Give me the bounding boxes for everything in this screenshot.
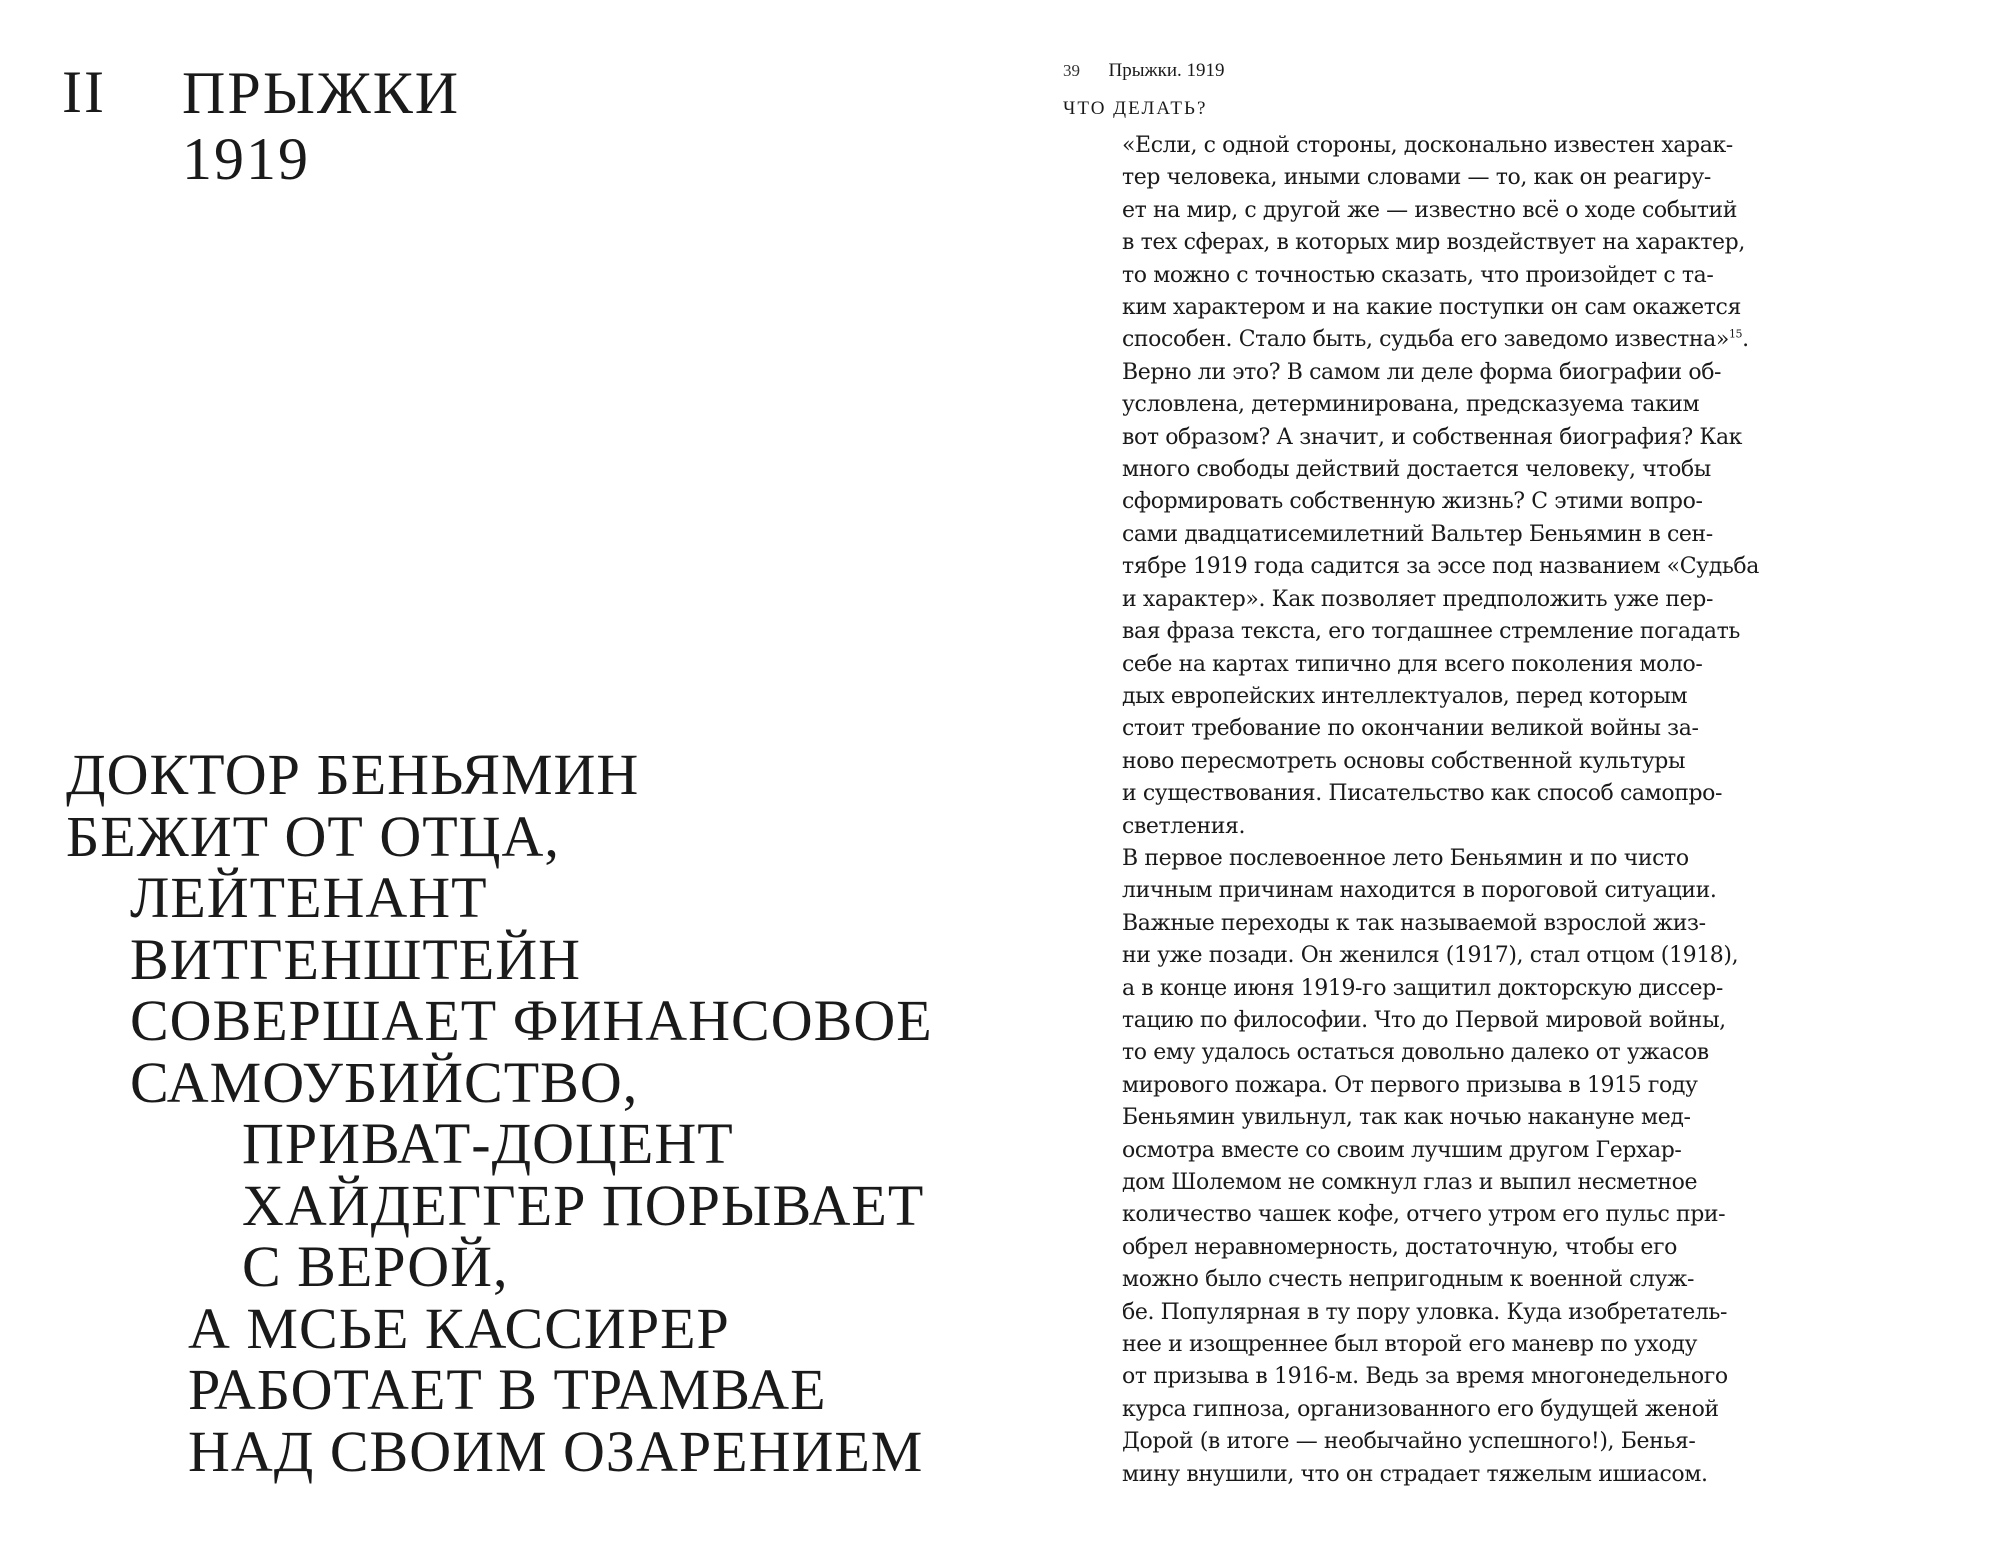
chapter-title-line: ПРЫЖКИ xyxy=(182,60,461,126)
text-line: ново пересмотреть основы собственной культуры xyxy=(1122,748,1686,774)
text-line: можно было счесть непригодным к военной служ- xyxy=(1122,1267,1695,1293)
text-line: вая фраза текста, его тогдашнее стремление погадать xyxy=(1122,619,1740,645)
epigraph-line: ХАЙДЕГГЕР ПОРЫВАЕТ xyxy=(242,1172,925,1238)
text-line: то можно с точностью сказать, что произойдет с та- xyxy=(1122,262,1714,288)
epigraph-line: ДОКТОР БЕНЬЯМИН xyxy=(66,742,640,807)
text-line: дых европейских интеллектуалов, перед которым xyxy=(1122,683,1688,709)
text-line: тябре 1919 года садится за эссе под названием «Судьба xyxy=(1122,554,1759,580)
text-line: Важные переходы к так называемой взрослой жиз- xyxy=(1122,910,1706,936)
text-line: Беньямин увильнул, так как ночью накануне мед- xyxy=(1122,1105,1691,1131)
epigraph-line: РАБОТАЕТ В ТРАМВАЕ xyxy=(188,1357,827,1422)
epigraph-line: НАД СВОИМ ОЗАРЕНИЕМ xyxy=(188,1418,924,1484)
text-line: способен. Стало быть, судьба его заведомо известна» xyxy=(1122,327,1729,353)
running-head xyxy=(1063,60,1225,82)
text-line: светления. xyxy=(1122,813,1246,839)
text-line: В первое послевоенное лето Беньямин и по чисто xyxy=(1122,845,1689,871)
page-number: 39 xyxy=(1063,61,1080,80)
text-line: ни уже позади. Он женился (1917), стал отцом (1918), xyxy=(1122,943,1739,969)
body-text xyxy=(1122,130,1802,1491)
text-line: мирового пожара. От первого призыва в 1915 году xyxy=(1122,1072,1698,1098)
text-line: «Если, с одной стороны, досконально известен харак- xyxy=(1122,133,1733,158)
epigraph-line: С ВЕРОЙ, xyxy=(242,1234,509,1299)
text-line: Верно ли это? В самом ли деле форма биографии об- xyxy=(1122,359,1722,385)
chapter-number: II xyxy=(62,59,106,125)
text-line: а в конце июня 1919-го защитил докторскую диссер- xyxy=(1122,975,1723,1001)
text-line: стоит требование по окончании великой войны за- xyxy=(1122,716,1699,742)
text-line: личным причинам находится в пороговой ситуации. xyxy=(1122,878,1717,904)
epigraph-line: ЛЕЙТЕНАНТ xyxy=(130,865,488,930)
text-line: то ему удалось остаться довольно далеко от ужасов xyxy=(1122,1040,1709,1066)
text-line: Дорой (в итоге — необычайно успешного!), Бенья- xyxy=(1122,1429,1696,1455)
text-line: тацию по философии. Что до Первой мировой войны, xyxy=(1122,1007,1726,1033)
running-head-title: Прыжки. 1919 xyxy=(1108,60,1225,81)
text-line: тер человека, иными словами — то, как он реагиру- xyxy=(1122,165,1711,191)
chapter-title-line: 1919 xyxy=(182,126,310,192)
epigraph-line: САМОУБИЙСТВО, xyxy=(130,1049,639,1115)
text-line: от призыва в 1916-м. Ведь за время многонедельного xyxy=(1122,1364,1728,1390)
epigraph-line: ПРИВАТ-ДОЦЕНТ xyxy=(242,1111,734,1176)
text-line: ким характером и на какие поступки он сам окажется xyxy=(1122,295,1741,321)
text-line-with-footnote: способен. Стало быть, судьба его заведомо известна»$^{15}$. xyxy=(1122,327,1749,353)
text-line: обрел неравномерность, достаточную, чтобы его xyxy=(1122,1234,1677,1260)
text-line: и характер». Как позволяет предположить уже пер- xyxy=(1122,586,1713,612)
footnote-marker: 15 xyxy=(1728,328,1743,342)
text-line: сформировать собственную жизнь? С этими вопро- xyxy=(1122,489,1703,515)
text-line: много свободы действий достается человеку, чтобы xyxy=(1122,457,1711,483)
text-line: нее и изощреннее был второй его маневр по уходу xyxy=(1122,1332,1698,1358)
text-line: осмотра вместе со своим лучшим другом Герхар- xyxy=(1122,1137,1682,1163)
text-line: бе. Популярная в ту пору уловка. Куда изобретатель- xyxy=(1122,1299,1728,1325)
text-line: и существования. Писательство как способ самопро- xyxy=(1122,781,1723,807)
text-line: себе на картах типично для всего поколения моло- xyxy=(1122,651,1703,677)
epigraph-line: СОВЕРШАЕТ ФИНАНСОВОЕ xyxy=(130,988,933,1053)
epigraph-line: БЕЖИТ ОТ ОТЦА, xyxy=(66,803,560,869)
epigraph-line: ВИТГЕНШТЕЙН xyxy=(130,926,581,992)
chapter-title xyxy=(182,60,460,192)
text-line: мину внушили, что он страдает тяжелым ишиасом. xyxy=(1122,1461,1708,1487)
text-line: ет на мир, с другой же — известно всё о ходе событий xyxy=(1122,197,1738,223)
chapter-epigraph xyxy=(66,744,966,1482)
text-line: сами двадцатисемилетний Вальтер Беньямин в сен- xyxy=(1122,521,1713,547)
text-line: дом Шолемом не сомкнул глаз и выпил несметное xyxy=(1122,1170,1698,1195)
text-line: в тех сферах, в которых мир воздействует на характер, xyxy=(1122,230,1745,256)
text-line: курса гипноза, организованного его будущей женой xyxy=(1122,1396,1719,1422)
text-line: вот образом? А значит, и собственная биография? Как xyxy=(1122,424,1743,450)
text-line: количество чашек кофе, отчего утром его пульс при- xyxy=(1122,1202,1726,1228)
text-line: условлена, детерминирована, предсказуема таким xyxy=(1122,392,1700,418)
section-heading: ЧТО ДЕЛАТЬ? xyxy=(1063,98,1208,119)
epigraph-line: А МСЬЕ КАССИРЕР xyxy=(188,1295,730,1361)
